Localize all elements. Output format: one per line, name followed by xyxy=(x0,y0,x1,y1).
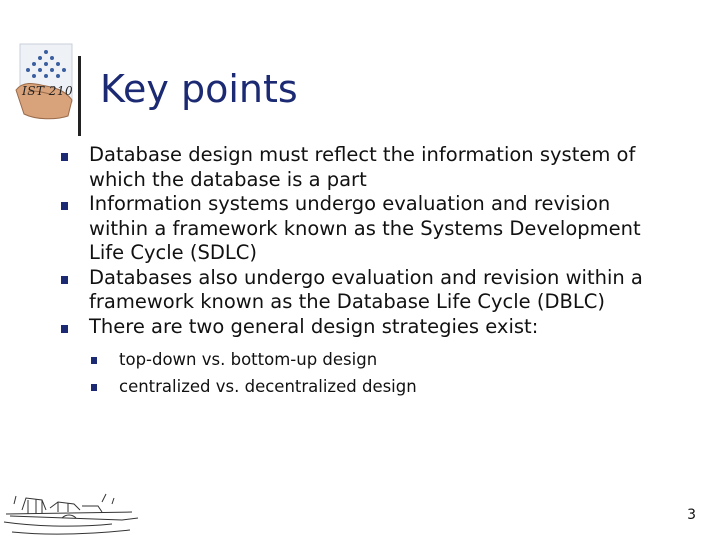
sub-bullet-item xyxy=(90,373,660,400)
square-bullet-icon xyxy=(91,357,97,364)
ist-logo-icon xyxy=(6,40,80,120)
square-bullet-icon xyxy=(61,325,68,333)
campus-sketch-icon xyxy=(2,488,142,540)
title-divider xyxy=(78,56,81,136)
logo-text: IST 210 xyxy=(22,84,74,98)
page-number: 3 xyxy=(687,507,696,523)
square-bullet-icon xyxy=(91,384,97,391)
sub-bullet-text: top-down vs. bottom-up design xyxy=(119,350,378,369)
bullet-item xyxy=(60,315,660,340)
bullet-text: Database design must reflect the information system of which the database is a part xyxy=(89,143,636,191)
square-bullet-icon xyxy=(61,276,68,284)
bullet-text: Databases also undergo evaluation and revision within a framework known as the Database Life Cycle (DBLC) xyxy=(89,265,643,313)
square-bullet-icon xyxy=(61,153,68,161)
square-bullet-icon xyxy=(61,202,68,210)
slide-title: Key points xyxy=(100,67,298,111)
bullet-item xyxy=(60,143,660,192)
sub-bullet-item xyxy=(90,346,660,373)
bullet-list xyxy=(60,143,660,400)
sub-bullet-text: centralized vs. decentralized design xyxy=(119,377,417,396)
bullet-item xyxy=(60,266,660,315)
bullet-text: Information systems undergo evaluation and revision within a framework known as the Systems Development Life Cycle (SDLC) xyxy=(89,192,641,264)
sub-bullet-list xyxy=(60,346,660,400)
bullet-item xyxy=(60,192,660,266)
bullet-text: There are two general design strategies exist: xyxy=(89,314,539,338)
